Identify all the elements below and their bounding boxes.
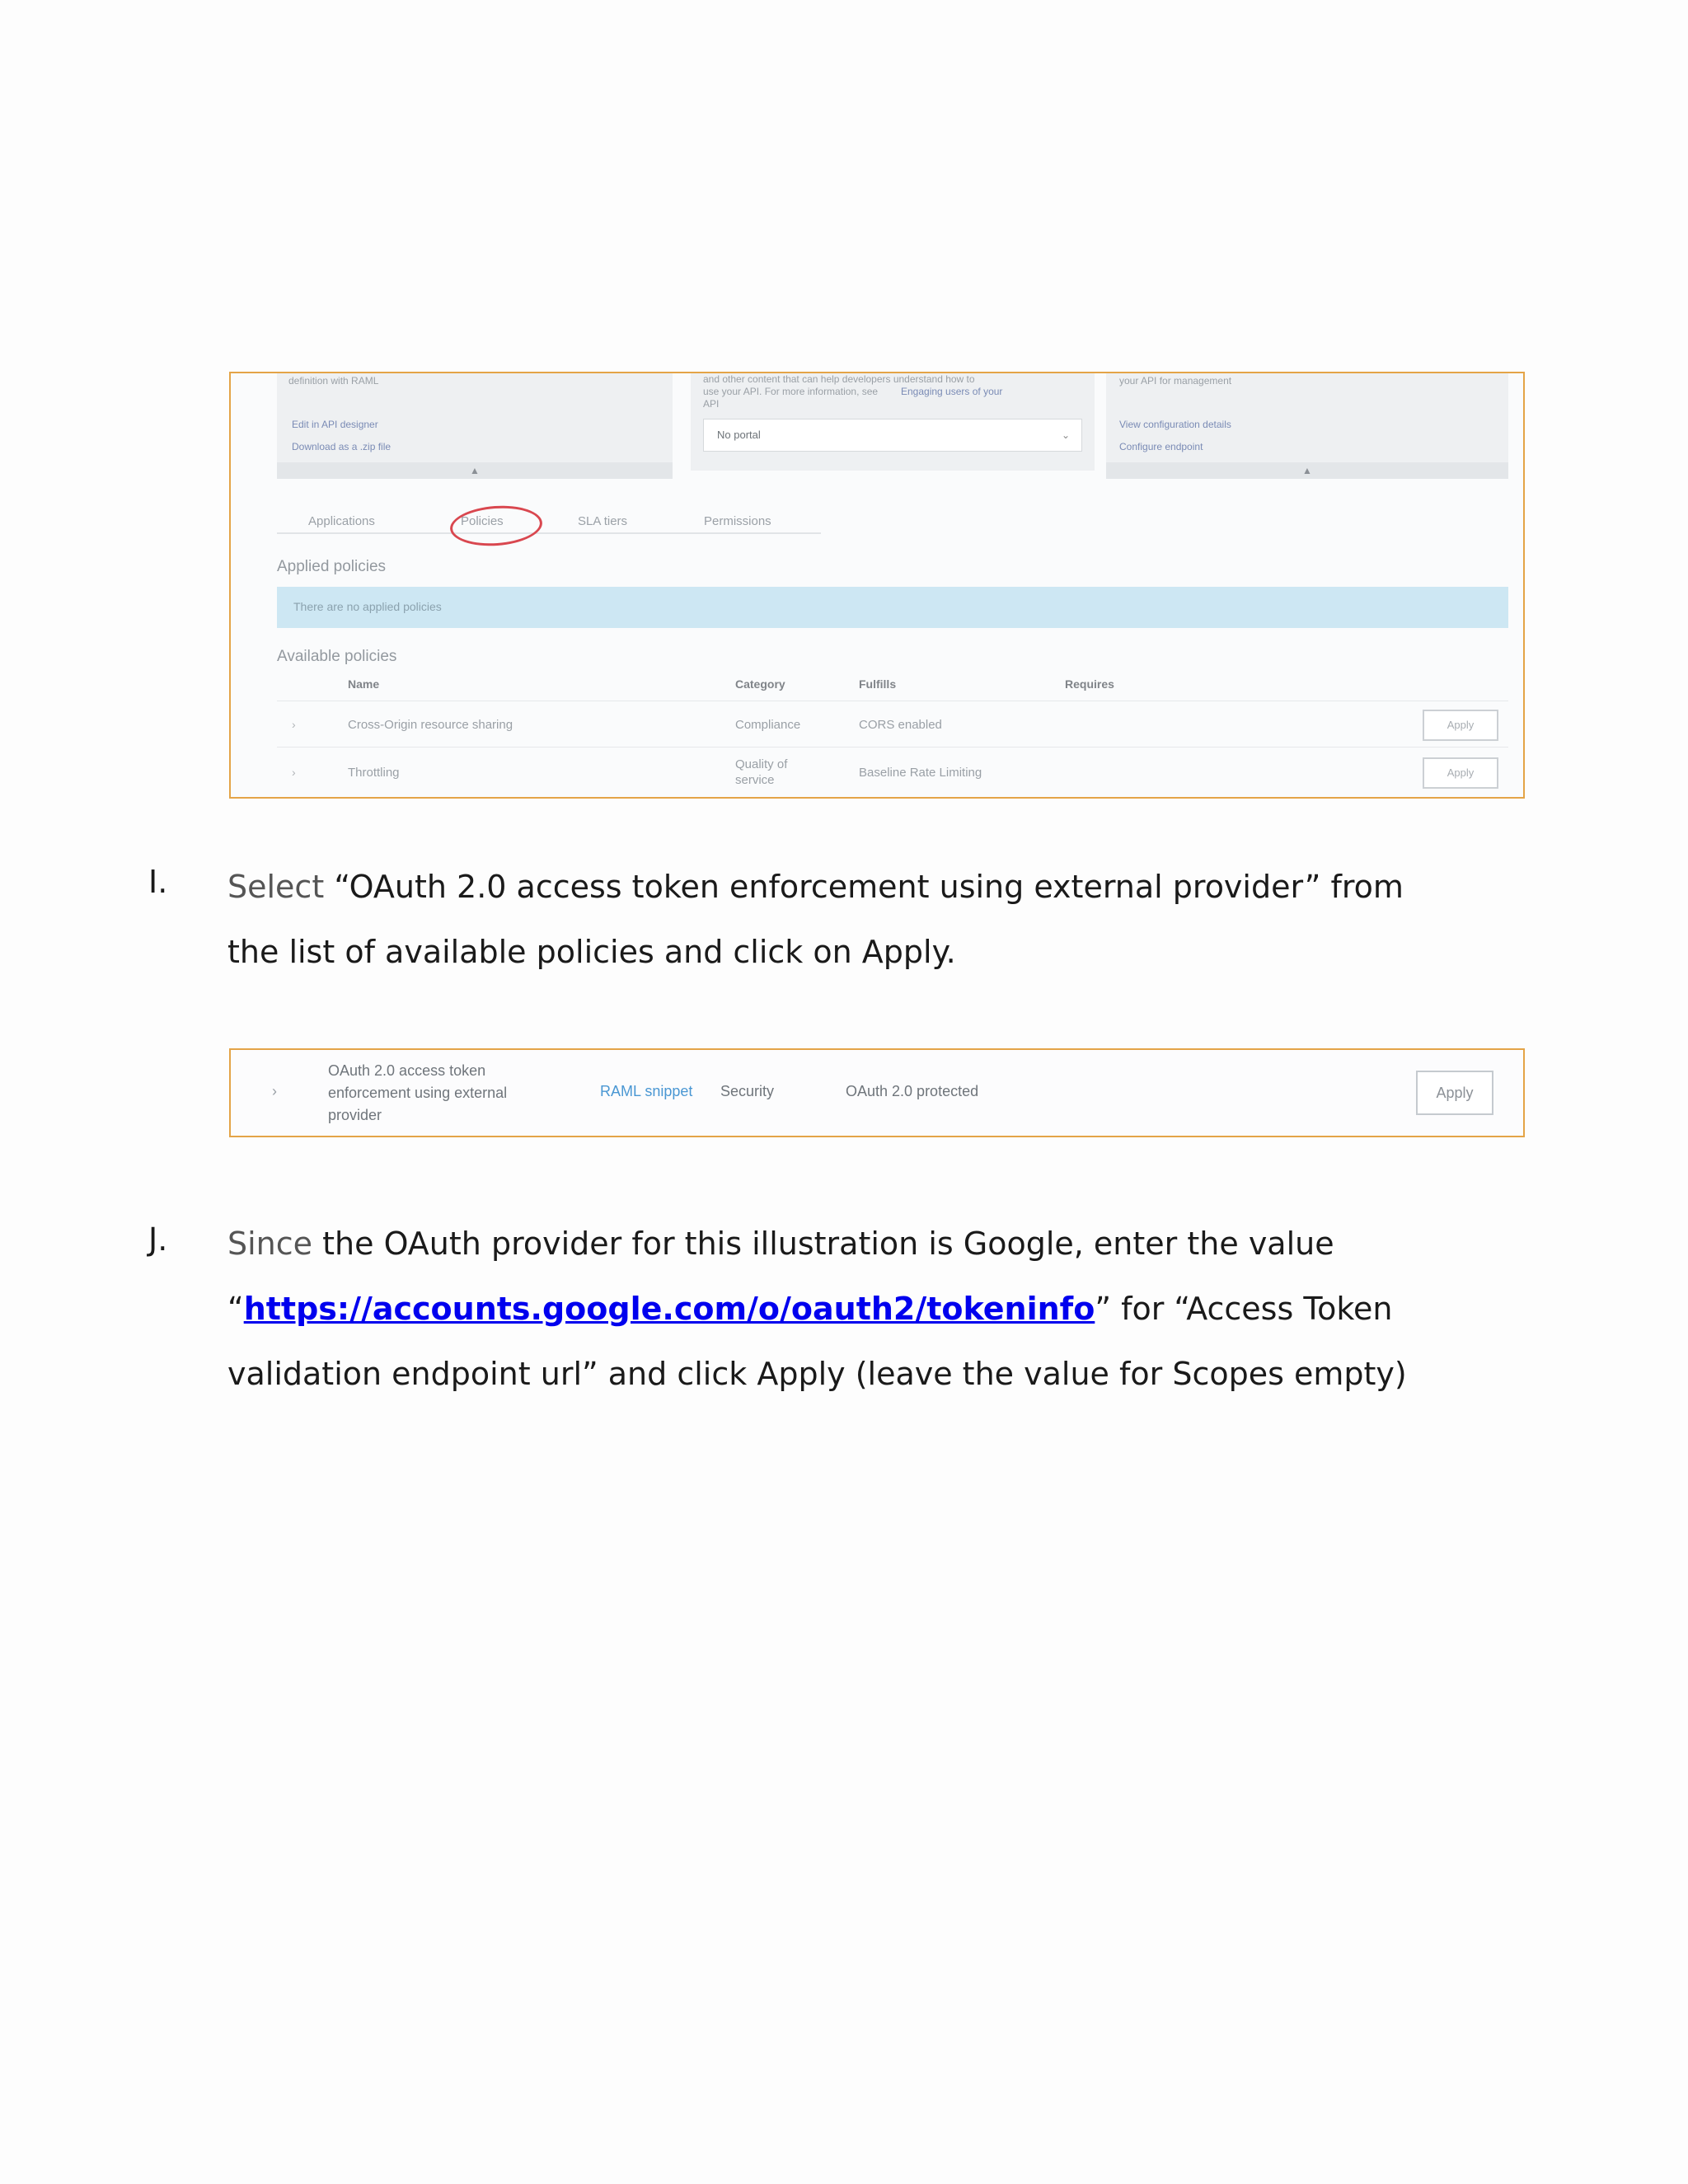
tab-applications[interactable]: Applications [308,514,375,528]
view-configuration-link[interactable]: View configuration details [1119,419,1231,430]
endpoint-card [1106,373,1508,479]
applied-policies-title: Applied policies [277,558,387,575]
collapse-toggle[interactable]: ▲ [1106,462,1508,479]
card-text: your API for management [1119,375,1232,387]
policy-category: Quality of [735,757,788,771]
oauth-policy-screenshot [229,1048,1525,1137]
policy-name [328,1060,542,1127]
apply-button[interactable]: Apply [1423,710,1498,741]
configure-endpoint-link[interactable]: Configure endpoint [1119,441,1203,452]
available-policies-title: Available policies [277,648,397,665]
raml-snippet-link[interactable]: RAML snippet [600,1083,693,1099]
divider [277,747,1508,748]
download-zip-link[interactable]: Download as a .zip file [292,441,392,452]
policy-category: Compliance [735,718,801,732]
empty-message: There are no applied policies [293,600,442,613]
policy-name-line: enforcement using external [328,1085,508,1101]
step-i-line1: “OAuth 2.0 access token enforcement using external provider” from [324,869,1404,905]
policies-screenshot [229,372,1525,799]
portal-select[interactable] [703,419,1082,452]
card-text: API [703,398,720,410]
policy-name-line: OAuth 2.0 access token [328,1062,486,1079]
policy-fulfills: Baseline Rate Limiting [859,766,982,780]
portal-select-value: No portal [717,429,761,441]
step-j-line3: validation endpoint url” and click Apply (leave the value for Scopes empty) [227,1356,1407,1392]
column-header-fulfills: Fulfills [859,677,897,691]
expand-chevron-icon[interactable]: › [292,766,296,779]
expand-chevron-icon[interactable]: › [272,1083,277,1099]
apply-button[interactable]: Apply [1423,757,1498,789]
policy-name: Cross-Origin resource sharing [348,718,513,732]
step-j-text [227,1212,1563,1407]
policy-category: service [735,773,775,787]
tab-permissions[interactable]: Permissions [704,514,771,528]
collapse-toggle[interactable]: ▲ [277,462,673,479]
step-j-lead: Since [227,1226,313,1262]
engaging-users-link[interactable]: Engaging users of your [901,386,1003,397]
policy-name-line: provider [328,1107,382,1123]
apply-button[interactable]: Apply [1416,1071,1493,1115]
step-i-line2: the list of available policies and click on Apply. [227,934,956,970]
edit-in-designer-link[interactable]: Edit in API designer [292,419,378,430]
column-header-name: Name [348,677,380,691]
step-marker-j: J. [148,1221,168,1258]
policy-fulfills: OAuth 2.0 protected [846,1083,979,1099]
column-header-requires: Requires [1065,677,1114,691]
policy-fulfills: CORS enabled [859,718,942,732]
policy-category: Security [720,1083,775,1099]
card-text: use your API. For more information, see [703,386,879,397]
chevron-down-icon: ⌄ [1061,429,1070,441]
api-definition-card [277,373,673,479]
expand-chevron-icon[interactable]: › [292,718,296,731]
step-marker-i: I. [148,864,168,900]
tokeninfo-url-link[interactable]: https://accounts.google.com/o/oauth2/tokeninfo [243,1291,1095,1327]
step-j-line2: ” for “Access Token [1095,1291,1393,1327]
step-i-text [227,855,1563,985]
portal-card [691,373,1095,471]
tab-policies[interactable]: Policies [461,514,504,528]
column-header-category: Category [735,677,785,691]
tab-bar [277,509,821,534]
card-text: definition with RAML [288,375,379,387]
tab-sla-tiers[interactable]: SLA tiers [578,514,628,528]
step-j-line1: the OAuth provider for this illustration is Google, enter the value [312,1226,1334,1262]
card-text: and other content that can help developers understand how to [703,373,975,385]
open-quote: “ [227,1291,244,1327]
policy-name: Throttling [348,766,400,780]
step-i-lead: Select [227,869,325,905]
applied-policies-empty [277,587,1508,628]
